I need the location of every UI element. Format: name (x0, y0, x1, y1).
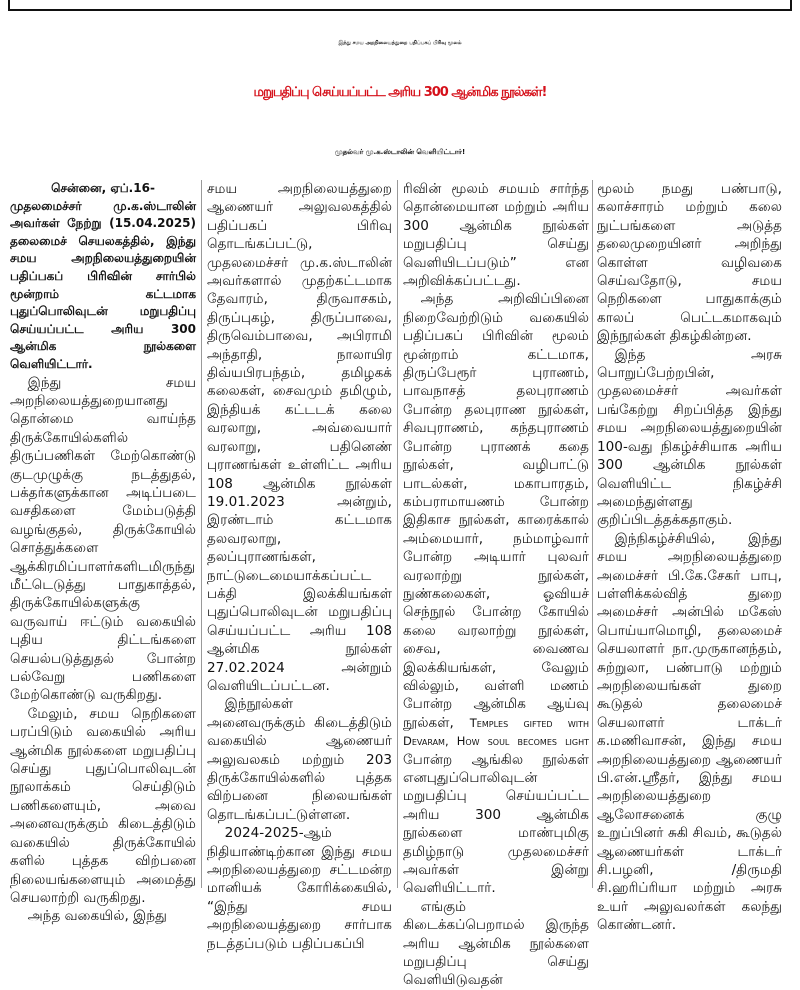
lead-paragraph (10, 180, 196, 374)
paragraph: மூலம் நமது பண்பாடு, கலாச்சாரம் மற்றும் கலை நுட்பங்களை அடுத்த தலைமுறையினர் அறிந்து கொள்ள வழிவகை செய்வதோடு, சமய நெறிகளை பாதுகாக்கும் காலப் பெட்டகமாகவும் இந்நூல்கள் திகழ்கின்றன. (597, 181, 782, 345)
paragraph: இந்நூல்கள் அனைவருக்கும் கிடைத்திடும் வகையில் ஆணையர் அலுவலகம் மற்றும் 203 திருக்கோயில்களில் புத்தக விற்பனை நிலையங்கள் தொடங்கப்பட்டுள்ளன. (207, 696, 392, 823)
paragraph: இந்நிகழ்ச்சியில், இந்து சமய அறநிலையத்துறை அமைச்சர் பி.கே.சேகர் பாபு, பள்ளிக்கல்வித் துறை அமைச்சர் அன்பில் மகேஸ் பொய்யாமொழி, தலைமைச் செயலாளர் நா.முருகானந்தம், சுற்றுலா, பண்பாடு மற்றும் அறநிலையங்கள் துறை கூடுதல் தலைமைச் செயலாளர் டாக்டர் க.மணிவாசன், இந்து சமய அறநிலையத்துறை ஆணையர் பி.என்.ஸ்ரீதர், இந்து சமய அறநிலையத்துறை ஆலோசனைக் குழு உறுப்பினர் சுகி சிவம், கூடுதல் ஆணையர்கள் டாக்டர் சி.பழனி, /திருமதி சி.ஹரிப்ரியா மற்றும் அரசு உயர் அலுவலர்கள் கலந்து கொண்டனர். (597, 530, 782, 934)
paragraph-text: அந்த அறிவிப்பினை நிறைவேற்றிடும் வகையில் பதிப்பகப் பிரிவின் மூலம் மூன்றாம் கட்டமாக, திருப்பேரூர் புராணம், பாவநாசத் தலபுராணம் போன்ற தலபுராண நூல்கள், சிவபுராணம், கந்தபுராணம் போன்ற புராணக் கதை நூல்கள், வழிபாட்டு பாடல்கள், மகாபாரதம், கம்பராமாயணம் போன்ற இதிகாச நூல்கள், காரைக்கால் அம்மையார், நம்மாழ்வார் போன்ற அடியார் புலவர் வரலாற்று நூல்கள், நுண்கலைகள், ஓவியச் செந்நூல் போன்ற கோயில் கலை வரலாற்று நூல்கள், சைவ, வைணவ இலக்கியங்கள், வேலும் வில்லும், வள்ளி மணம் போன்ற ஆன்மிக ஆய்வு நூல்கள், (403, 291, 589, 731)
column-divider (201, 180, 202, 888)
english-titles: Temples gifted with Devaram, How soul becomes light (403, 715, 589, 749)
column-divider (397, 180, 398, 888)
paragraph-text: போன்ற ஆங்கில நூல்கள் எனபுதுப்பொலிவுடன் மறுபதிப்பு செய்யப்பட்ட அரிய 300 ஆன்மிக நூல்களை மாண்புமிகு தமிழ்நாடு முதலமைச்சர் அவர்கள் இன்று வெளியிட்டார். (403, 751, 589, 897)
paragraph: எங்கும் கிடைக்கப்பெறாமல் இருந்த அரிய ஆன்மிக நூல்களை மறுபதிப்பு செய்து வெளியிடுவதன் (403, 898, 589, 989)
paragraph: இந்த அரசு பொறுப்பேற்றபின், முதலமைச்சர் அவர்கள் பங்கேற்று சிறப்பித்த இந்து சமய அறநிலையத்துறையின் 100-வது நிகழ்ச்சியாக அரிய 300 ஆன்மிக நூல்கள் வெளியிட்ட நிகழ்ச்சி அமைந்துள்ளது குறிப்பிடத்தக்கதாகும். (597, 346, 782, 529)
headline-title: மறுபதிப்பு செய்யப்பட்ட அரிய 300 ஆன்மிக நூல்கள்! (253, 85, 547, 100)
paragraph: சமய அறநிலையத்துறை ஆணையர் அலுவலகத்தில் பதிப்பகப் பிரிவு தொடங்கப்பட்டு, முதலமைச்சர் மு.க.ஸ்டாலின் அவர்களால் முதற்கட்டமாக தேவாரம், திருவாசகம், திருப்புகழ், திருப்பாவை, திருவெம்பாவை, அபிராமி அந்தாதி, நாலாயிர திவ்யபிரபந்தம், தமிழகக் கலைகள், சைவமும் தமிழும், இந்தியக் கட்டடக் கலை வரலாறு, அவ்வையார் வரலாறு, பதினெண் புராணங்கள் உள்ளிட்ட அரிய 108 ஆன்மிக நூல்கள் 19.01.2023 அன்றும், இரண்டாம் கட்டமாக தலவரலாறு, தலப்புராணங்கள், நாட்டுடைமையாக்கப்பட்ட பக்தி இலக்கியங்கள் புதுப்பொலிவுடன் மறுபதிப்பு செய்யப்பட்ட அரிய 108 ஆன்மிக நூல்கள் 27.02.2024 அன்றும் வெளியிடப்பட்டன. (207, 181, 392, 694)
headline-subtitle: முதல்வர் மு.க.ஸ்டாலின் வெளியிட்டார்! (334, 148, 466, 156)
paragraph: ரிவின் மூலம் சமயம் சார்ந்த தொன்மையான மற்றும் அரிய 300 ஆன்மிக நூல்கள் மறுபதிப்பு செய்து வெளியிடப்படும்” என அறிவிக்கப்பட்டது. (403, 181, 589, 290)
headline-kicker: இந்து சமய அறநிலையத்துறை பதிப்பகப் பிரிவு மூலம் (338, 40, 462, 46)
paragraph: இந்து சமய அறநிலையத்துறையானது தொன்மை வாய்ந்த திருக்கோயில்களில் திருப்பணிகள் மேற்கொண்டு குடமுழுக்கு நடத்துதல், பக்தர்களுக்கான அடிப்படை வசதிகளை மேம்படுத்தி வழங்குதல், திருக்கோயில் சொத்துக்களை ஆக்கிரமிப்பாளர்களிடமிருந்து மீட்டெடுத்து பாதுகாத்தல், திருக்கோயில்களுக்கு வருவாய் ஈட்டும் வகையில் புதிய திட்டங்களை செயல்படுத்துதல் போன்ற பல்வேறு பணிகளை மேற்கொண்டு வருகிறது. (10, 374, 196, 704)
lead-text: முதலமைச்சர் மு.க.ஸ்டாலின் அவர்கள் நேற்று (15.04.2025) தலைமைச் செயலகத்தில், இந்து சமய அறநிலையத்துறையின் பதிப்பகப் பிரிவின் சார்பில் மூன்றாம் கட்டமாக புதுப்பொலிவுடன் மறுபதிப்பு செய்யப்பட்ட அரிய 300 ஆன்மிக நூல்களை வெளியிட்டார். (10, 198, 196, 371)
article-column-2 (207, 180, 392, 952)
dateline: சென்னை, ஏப்.16- (51, 181, 155, 195)
paragraph (403, 290, 589, 897)
paragraph: மேலும், சமய நெறிகளை பரப்பிடும் வகையில் அரிய ஆன்மிக நூல்களை மறுபதிப்பு செய்து புதுப்பொலிவுடன் நூலாக்கம் செய்திடும் பணிகளையும், அவை அனைவருக்கும் கிடைத்திடும் வகையில் திருக்கோயில் களில் புத்தக விற்பனை நிலையங்களையும் அமைத்து செயலாற்றி வருகிறது. (10, 705, 196, 906)
paragraph: 2024-2025-ஆம் நிதியாண்டிற்கான இந்து சமய அறநிலையத்துறை சட்டமன்ற மானியக் கோரிக்கையில், “இந்து சமய அறநிலையத்துறை சார்பாக நடத்தப்படும் பதிப்பகப்பி (207, 825, 392, 952)
top-border (0, 0, 800, 12)
article-column-1 (10, 180, 196, 925)
article-column-4 (597, 180, 782, 934)
column-divider (592, 180, 593, 888)
article-column-3 (403, 180, 589, 989)
paragraph: அந்த வகையில், இந்து (27, 908, 167, 925)
